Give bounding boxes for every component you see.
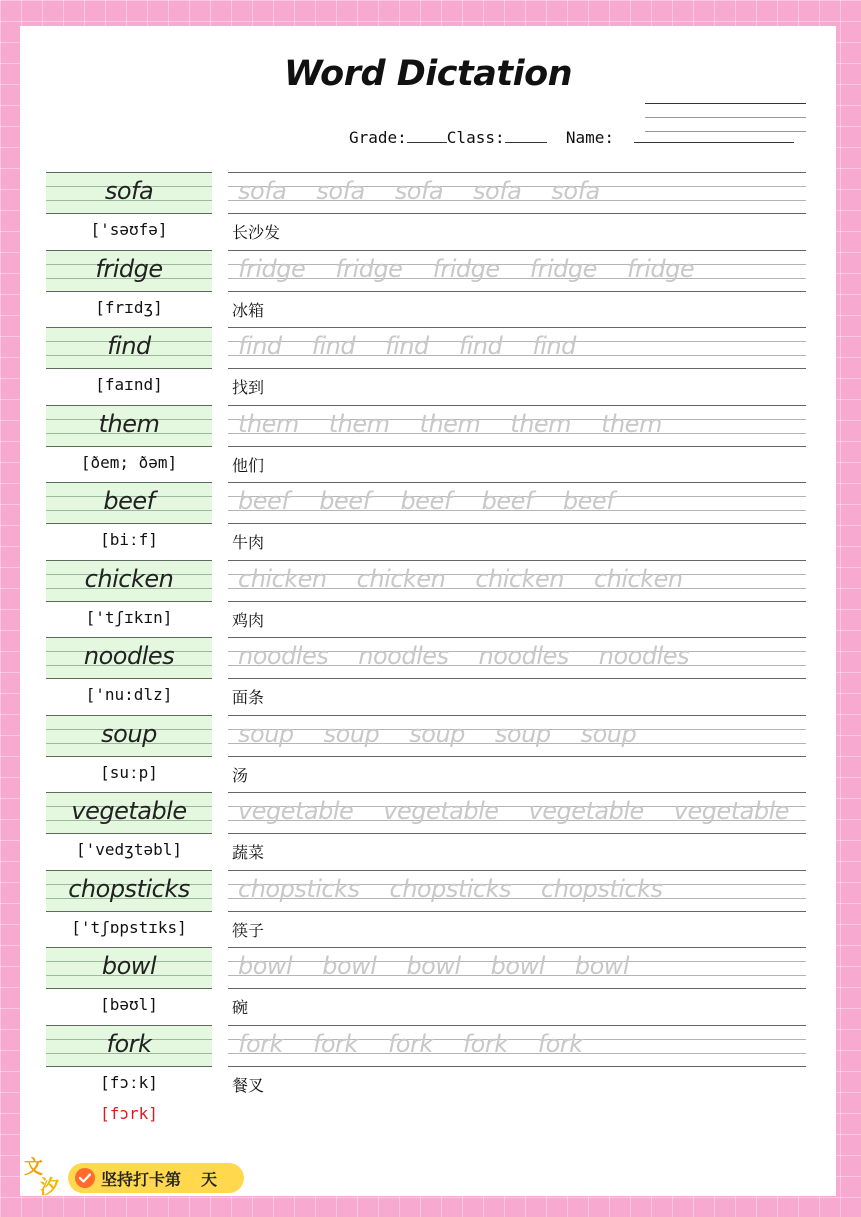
trace-words xyxy=(238,172,630,214)
phonetic: [frɪdʒ] xyxy=(95,297,163,317)
trace-word: fridge xyxy=(626,254,695,283)
trace-word: soup xyxy=(580,719,637,748)
meaning: 他们 xyxy=(232,455,265,475)
word-box xyxy=(46,715,212,757)
trace-area[interactable] xyxy=(228,405,806,447)
badge-text-day: 天 xyxy=(201,1169,218,1189)
word-text: fork xyxy=(106,1029,152,1058)
trace-word: find xyxy=(385,332,429,360)
trace-word: fork xyxy=(387,1029,433,1058)
trace-word: beef xyxy=(238,487,290,515)
word-box xyxy=(46,637,212,679)
meaning: 找到 xyxy=(232,378,265,397)
trace-word: soup xyxy=(323,719,380,748)
word-box xyxy=(46,870,212,912)
phonetic: ['nu:dlz] xyxy=(85,685,173,704)
trace-words xyxy=(238,715,666,757)
trace-word: vegetable xyxy=(673,797,790,825)
phonetic: ['vedʒtəbl] xyxy=(76,840,182,859)
phonetic: ['tʃɒpstɪks] xyxy=(71,917,187,937)
trace-word: fork xyxy=(537,1029,583,1058)
trace-word: chopsticks xyxy=(238,874,360,903)
trace-area[interactable] xyxy=(228,250,806,292)
meaning: 面条 xyxy=(232,688,265,707)
word-text: noodles xyxy=(83,642,175,670)
trace-area[interactable] xyxy=(228,715,806,757)
page-title: Word Dictation xyxy=(283,54,573,94)
meaning: 蔬菜 xyxy=(232,843,265,862)
trace-area[interactable] xyxy=(228,482,806,524)
trace-word: them xyxy=(419,409,481,438)
word-box xyxy=(46,172,212,214)
word-text: them xyxy=(98,409,160,438)
phonetic-american: [fɔrk] xyxy=(100,1103,158,1123)
trace-word: noodles xyxy=(238,642,329,670)
trace-word: fridge xyxy=(529,254,597,283)
trace-word: beef xyxy=(481,487,533,515)
word-box xyxy=(46,560,212,602)
word-box xyxy=(46,1025,212,1067)
meaning: 冰箱 xyxy=(232,300,265,320)
meaning: 鸡肉 xyxy=(232,610,265,630)
meaning: 长沙发 xyxy=(232,223,281,242)
checkin-badge xyxy=(68,1163,244,1193)
trace-word: bowl xyxy=(238,952,293,980)
word-text: chicken xyxy=(84,564,174,593)
trace-words xyxy=(238,637,719,679)
trace-words xyxy=(238,870,693,912)
trace-word: soup xyxy=(494,719,551,748)
trace-words xyxy=(238,947,659,989)
trace-word: beef xyxy=(400,487,452,515)
trace-word: fork xyxy=(238,1029,283,1058)
name-label: Name: xyxy=(565,128,615,147)
trace-word: fork xyxy=(462,1029,508,1058)
trace-word: them xyxy=(510,409,572,438)
meaning: 牛肉 xyxy=(232,533,265,552)
trace-word: find xyxy=(458,332,503,360)
worksheet xyxy=(20,26,836,1196)
trace-word: bowl xyxy=(322,952,377,980)
trace-word: vegetable xyxy=(528,797,644,825)
phonetic: [fɔːk] xyxy=(100,1072,158,1092)
trace-word: sofa xyxy=(473,177,522,205)
word-box xyxy=(46,250,212,292)
word-box xyxy=(46,327,212,369)
word-text: fridge xyxy=(95,254,163,283)
trace-area[interactable] xyxy=(228,560,806,602)
trace-word: chicken xyxy=(475,564,564,593)
phonetic: [faɪnd] xyxy=(95,375,163,394)
word-text: beef xyxy=(103,487,155,515)
trace-word: chicken xyxy=(356,564,446,593)
trace-word: sofa xyxy=(394,177,444,205)
trace-words xyxy=(238,1025,613,1067)
trace-word: soup xyxy=(238,719,294,748)
grade-label: Grade: xyxy=(349,128,407,147)
trace-word: chopsticks xyxy=(389,874,512,903)
meaning: 汤 xyxy=(232,765,249,785)
word-text: soup xyxy=(101,719,157,748)
trace-word: bowl xyxy=(490,952,545,980)
trace-word: vegetable xyxy=(383,797,499,825)
phonetic: [ðem; ðəm] xyxy=(80,452,178,472)
trace-words xyxy=(238,792,819,834)
trace-word: chopsticks xyxy=(541,874,663,903)
phonetic: ['səʊfə] xyxy=(90,220,168,239)
trace-word: find xyxy=(311,332,356,360)
trace-word: noodles xyxy=(478,642,569,670)
trace-word: beef xyxy=(562,487,615,515)
badge-text: 坚持打卡第 xyxy=(101,1169,182,1189)
trace-area[interactable] xyxy=(228,1025,806,1067)
phonetic: [suːp] xyxy=(100,762,158,782)
word-text: vegetable xyxy=(71,797,187,825)
student-info xyxy=(349,128,794,147)
word-text: find xyxy=(107,332,151,360)
trace-area[interactable] xyxy=(228,792,806,834)
word-box xyxy=(46,482,212,524)
trace-area[interactable] xyxy=(228,870,806,912)
trace-word: them xyxy=(238,409,299,438)
trace-word: soup xyxy=(409,719,465,748)
name-blank[interactable] xyxy=(634,128,794,143)
trace-word: vegetable xyxy=(238,797,354,825)
phonetic: ['tʃɪkɪn] xyxy=(85,607,173,627)
brand-logo: 文 汐 xyxy=(24,1156,60,1198)
word-box xyxy=(46,792,212,834)
trace-area[interactable] xyxy=(228,327,806,369)
phonetic: [biːf] xyxy=(100,530,158,549)
word-text: sofa xyxy=(104,177,154,205)
trace-word: sofa xyxy=(238,177,287,205)
trace-words xyxy=(238,250,724,292)
trace-words xyxy=(238,482,644,524)
trace-word: find xyxy=(238,332,282,360)
trace-word: beef xyxy=(319,487,371,515)
trace-word: fridge xyxy=(335,254,403,283)
class-label: Class: xyxy=(446,128,505,147)
trace-words xyxy=(238,405,692,447)
word-box xyxy=(46,405,212,447)
trace-word: them xyxy=(601,409,662,438)
trace-word: fork xyxy=(312,1029,358,1058)
word-text: bowl xyxy=(101,952,157,980)
trace-words xyxy=(238,560,713,602)
trace-word: them xyxy=(328,409,390,438)
trace-area[interactable] xyxy=(228,947,806,989)
check-icon xyxy=(75,1168,95,1188)
trace-area[interactable] xyxy=(228,637,806,679)
trace-word: find xyxy=(532,332,576,360)
trace-word: noodles xyxy=(598,642,689,670)
trace-word: chicken xyxy=(238,564,327,593)
trace-area[interactable] xyxy=(228,172,806,214)
meaning: 餐叉 xyxy=(232,1075,265,1095)
grade-blank[interactable] xyxy=(407,128,447,143)
meaning: 筷子 xyxy=(232,920,265,940)
meaning: 碗 xyxy=(232,998,249,1017)
trace-word: noodles xyxy=(358,642,449,670)
word-box xyxy=(46,947,212,989)
class-blank[interactable] xyxy=(505,128,547,143)
phonetic: [bəʊl] xyxy=(100,995,158,1014)
trace-word: fridge xyxy=(432,254,500,283)
trace-word: bowl xyxy=(574,952,630,980)
trace-word: fridge xyxy=(238,254,306,283)
trace-words xyxy=(238,327,606,369)
trace-word: bowl xyxy=(406,952,461,980)
trace-word: sofa xyxy=(316,177,365,205)
word-text: chopsticks xyxy=(68,874,190,903)
trace-word: chicken xyxy=(593,564,683,593)
trace-word: sofa xyxy=(551,177,600,205)
